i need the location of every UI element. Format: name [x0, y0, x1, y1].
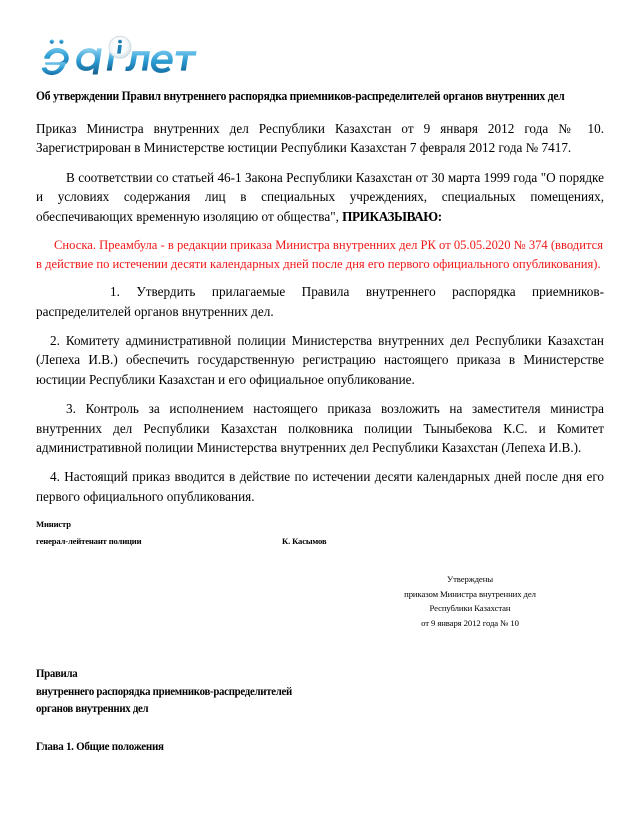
adilet-logo[interactable] [40, 36, 200, 88]
document-body [36, 88, 604, 755]
rules-heading [36, 666, 604, 719]
signature-name: К. Касымов [282, 536, 327, 547]
clause-4: 4. Настоящий приказ вводится в действие по истечении десяти календарных дней после дня его первого официального опубликования. [36, 469, 604, 504]
clause-2: 2. Комитету административной полиции Министерства внутренних дел Республики Казахстан (Лепеха И.В.) обеспечить государственную регистрацию настоящего приказа в Министерстве юстиции Республики Казахстан и его официальное опубликование. [36, 333, 604, 387]
preamble-paragraph [36, 168, 604, 226]
signature-position-line2-row [36, 533, 604, 550]
info-badge-icon [109, 36, 131, 58]
footnote-note: Сноска. Преамбула - в редакции приказа Министра внутренних дел РК от 05.05.2020 № 374 (вводится в действие по истечении десяти календарных дней после дня его первого официального опубликования). [36, 238, 603, 271]
signature-block [36, 516, 604, 550]
approved-line-4: от 9 января 2012 года № 10 [421, 617, 519, 628]
approved-line-2: приказом Министра внутренних дел [404, 588, 536, 599]
clause-3: 3. Контроль за исполнением настоящего приказа возложить на заместителя министра внутренних дел Республики Казахстан полковника полиции Тыныбекова К.С. и Комитет административной полиции Министерства внутренних дел Республики Казахстан (Лепеха И.В.). [36, 401, 604, 456]
approved-line-1: Утверждены [447, 574, 493, 585]
signature-position-line1: Министр [36, 519, 71, 530]
clause-1: 1. Утвердить прилагаемые Правила внутреннего распорядка приемников-распределителей органов внутренних дел. [36, 284, 604, 319]
approved-line-3: Республики Казахстан [429, 603, 511, 614]
approved-block [336, 572, 604, 630]
chapter-heading: Глава 1. Общие положения [36, 739, 164, 753]
page-title: Об утверждении Правил внутреннего распорядка приемников-распределителей органов внутренних дел [36, 89, 565, 103]
rules-heading-line-1: Правила [36, 668, 78, 681]
adilet-logo-icon [40, 36, 200, 88]
signature-position-line1-row [36, 516, 604, 533]
rules-heading-line-3: органов внутренних дел [36, 703, 149, 716]
preamble-text: В соответствии со статьей 46-1 Закона Республики Казахстан от 30 марта 1999 года "О порядке и условиях содержания лиц в специальных учреждениях, специальных помещениях, обеспечивающих временную изоляцию от общества", [36, 169, 604, 224]
signature-position-line2: генерал-лейтенант полиции [36, 536, 142, 547]
order-keyword: ПРИКАЗЫВАЮ: [342, 208, 442, 224]
rules-heading-line-2: внутреннего распорядка приемников-распределителей [36, 685, 293, 698]
registration-paragraph: Приказ Министра внутренних дел Республики Казахстан от 9 января 2012 года № 10. Зарегистрирован в Министерстве юстиции Республики Казахстан 7 февраля 2012 года № 7417. [36, 121, 604, 156]
